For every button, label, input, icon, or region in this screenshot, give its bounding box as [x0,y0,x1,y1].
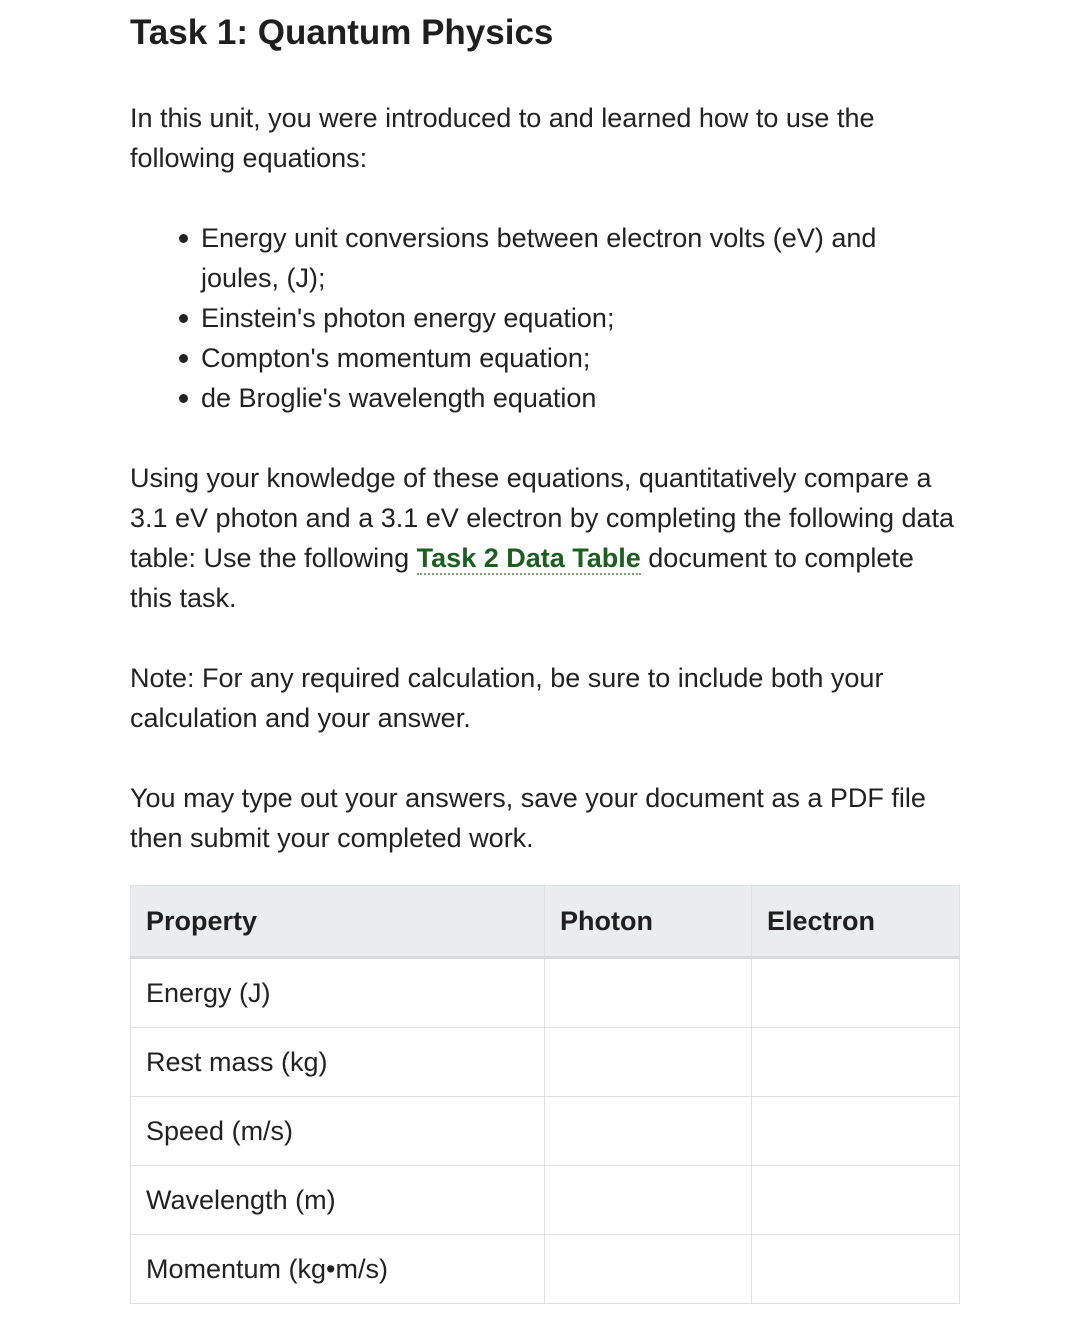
electron-value-cell [752,1166,960,1235]
submit-instructions: You may type out your answers, save your document as a PDF file then submit your completed work. [130,783,926,853]
property-cell: Speed (m/s) [131,1097,545,1166]
photon-value-cell [545,958,752,1028]
list-item [201,218,960,298]
task-content [130,0,960,858]
bullet-icon [179,314,188,323]
table-header-row [131,886,960,958]
data-table [130,885,960,1304]
list-item-text: de Broglie's wavelength equation [201,383,597,413]
table-row [131,1235,960,1304]
list-item [201,378,960,418]
list-item-text: Energy unit conversions between electron volts (eV) and joules, (J); [201,223,877,293]
property-cell: Wavelength (m) [131,1166,545,1235]
column-header-photon: Photon [545,886,752,958]
table-row [131,1028,960,1097]
photon-value-cell [545,1235,752,1304]
electron-value-cell [752,1097,960,1166]
column-header-property: Property [131,886,545,958]
photon-value-cell [545,1166,752,1235]
electron-value-cell [752,1235,960,1304]
property-cell: Momentum (kg•m/s) [131,1235,545,1304]
list-item-text: Einstein's photon energy equation; [201,303,615,333]
instructions-text-start: Using your knowledge of these equations, quantitatively compare a 3.1 eV photon and a 3.1 eV electron by completing the following data table: Use the following [130,463,955,573]
bullet-icon [179,354,188,363]
electron-value-cell [752,958,960,1028]
bullet-icon [179,234,188,243]
equation-list [130,218,960,418]
property-cell: Energy (J) [131,958,545,1028]
intro-text: In this unit, you were introduced to and learned how to use the following equations: [130,103,875,173]
bullet-icon [179,394,188,403]
table-row [131,1097,960,1166]
note-text: Note: For any required calculation, be sure to include both your calculation and your answer. [130,663,884,733]
table-row [131,1166,960,1235]
task-2-data-table-link[interactable]: Task 2 Data Table [416,543,641,573]
photon-value-cell [545,1097,752,1166]
list-item-text: Compton's momentum equation; [201,343,591,373]
electron-value-cell [752,1028,960,1097]
instructions-text-end: document to complete this task. [130,543,914,613]
photon-value-cell [545,1028,752,1097]
table-row [131,958,960,1028]
list-item [201,298,960,338]
column-header-electron: Electron [752,886,960,958]
property-cell: Rest mass (kg) [131,1028,545,1097]
list-item [201,338,960,378]
page-title: Task 1: Quantum Physics [130,13,554,52]
instructions-text [130,458,960,618]
